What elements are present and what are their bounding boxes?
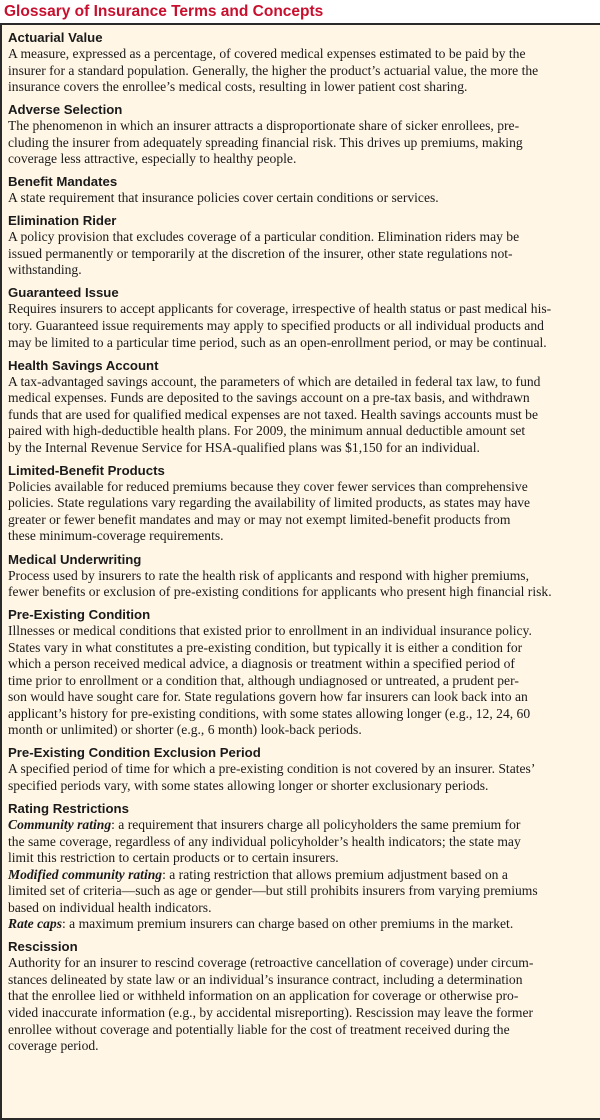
definition-line: enrollee without coverage and potentially liable for the cost of treatment received during the <box>8 1021 510 1037</box>
glossary-term: Elimination Rider <box>8 213 117 229</box>
definition-line: these minimum-coverage requirements. <box>8 528 224 544</box>
glossary-term: Limited-Benefit Products <box>8 462 165 478</box>
glossary-entry-actuarial-value <box>8 29 600 96</box>
definition-line: The phenomenon in which an insurer attracts a disproportionate share of sicker enrollees, pre- <box>8 118 520 134</box>
definition-line: by the Internal Revenue Service for HSA-qualified plans was $1,150 for an individual. <box>8 439 480 455</box>
definition-line: month or unlimited) or shorter (e.g., 6 month) look-back periods. <box>8 722 362 738</box>
definition-line: based on individual health indicators. <box>8 899 212 915</box>
definition-line: Requires insurers to accept applicants for coverage, irrespective of health status or past medical his- <box>8 301 552 317</box>
definition-line: insurer for a standard population. Generally, the higher the product’s actuarial value, the more the <box>8 62 539 78</box>
sub-term: Modified community rating <box>8 866 163 882</box>
definition-line: A tax-advantaged savings account, the parameters of which are detailed in federal tax law, to fund <box>8 373 541 389</box>
page-title: Glossary of Insurance Terms and Concepts <box>4 3 324 20</box>
glossary-definition <box>8 568 594 601</box>
definition-line: limit this restriction to certain products or to certain insurers. <box>8 850 339 866</box>
definition-line: medical expenses. Funds are deposited to the savings account on a pre-tax basis, and withdrawn <box>8 390 530 406</box>
glossary-term: Rating Restrictions <box>8 801 129 817</box>
definition-line: cluding the insurer from adequately spreading financial risk. This drives up premiums, making <box>8 134 523 150</box>
definition-line: coverage less attractive, especially to healthy people. <box>8 151 297 167</box>
definition-line: Policies available for reduced premiums because they cover fewer services than comprehensive <box>8 478 528 494</box>
glossary-term: Benefit Mandates <box>8 174 118 190</box>
definition-line: Authority for an insurer to rescind coverage (retroactive cancellation of coverage) under circum- <box>8 955 534 971</box>
glossary-definition <box>8 623 594 739</box>
sub-term-text: : a maximum premium insurers can charge based on other premiums in the market. <box>62 916 514 932</box>
glossary-term: Adverse Selection <box>8 102 123 118</box>
definition-line: tory. Guaranteed issue requirements may apply to specified products or all individual products and <box>8 318 544 334</box>
glossary-term: Pre-Existing Condition Exclusion Period <box>8 745 261 761</box>
glossary-entry-pre-existing-condition-exclusion-period <box>8 744 600 794</box>
definition-line: States vary in what constitutes a pre-existing condition, but typically it is either a condition for <box>8 639 523 655</box>
definition-line: that the enrollee lied or withheld information on an application for coverage or otherwise pro- <box>8 988 519 1004</box>
sub-term: Rate caps <box>8 916 62 932</box>
glossary-entry-adverse-selection <box>8 101 600 168</box>
glossary-entry-elimination-rider <box>8 212 600 279</box>
glossary-panel <box>0 23 600 1120</box>
sub-term-text: : a rating restriction that allows premium adjustment based on a <box>162 866 508 882</box>
glossary-definition <box>8 190 594 207</box>
definition-line: Illnesses or medical conditions that existed prior to enrollment in an individual insurance policy. <box>8 623 532 639</box>
glossary-definition <box>8 761 594 794</box>
glossary-term: Guaranteed Issue <box>8 285 119 301</box>
definition-line: withstanding. <box>8 262 82 278</box>
glossary-definition <box>8 46 594 96</box>
definition-line: specified periods vary, with some states allowing longer or shorter exclusionary periods. <box>8 778 489 793</box>
definition-line: A measure, expressed as a percentage, of covered medical expenses estimated to be paid by the <box>8 46 526 61</box>
glossary-entry-health-savings-account <box>8 357 600 457</box>
glossary-definition <box>8 118 594 168</box>
definition-line: A policy provision that excludes coverage of a particular condition. Elimination riders may be <box>8 229 520 245</box>
definition-line: greater or fewer benefit mandates and may or may not exempt limited-benefit products from <box>8 511 511 527</box>
definition-line: stances delineated by state law or an individual’s insurance contract, including a determination <box>8 971 523 987</box>
glossary-definition <box>8 955 594 1054</box>
definition-line: applicant’s history for pre-existing conditions, with some states allowing longer (e.g., 12, 24, 60 <box>8 705 531 721</box>
definition-line <box>8 916 594 933</box>
glossary-entry-limited-benefit-products <box>8 462 600 545</box>
definition-line: the same coverage, regardless of any individual policyholder’s health indicators; the state may <box>8 833 521 849</box>
glossary-definition <box>8 479 594 545</box>
definition-line: son would have sought care for. State regulations govern how far insurers can look back into an <box>8 689 528 705</box>
definition-line: A state requirement that insurance policies cover certain conditions or services. <box>8 190 439 206</box>
definition-line: paired with high-deductible health plans. For 2009, the minimum annual deductible amount set <box>8 423 526 439</box>
definition-line <box>8 867 594 884</box>
glossary-definition <box>8 374 594 457</box>
definition-line: time prior to enrollment or a condition that, although undiagnosed or untreated, a prudent per- <box>8 672 519 688</box>
glossary-entry-rating-restrictions <box>8 800 600 933</box>
glossary-entry-pre-existing-condition <box>8 606 600 739</box>
glossary-term: Actuarial Value <box>8 30 103 45</box>
definition-line: may be limited to a particular time period, such as an open-enrollment period, or may be continual. <box>8 334 547 350</box>
definition-line <box>8 817 594 834</box>
glossary-definition <box>8 229 594 279</box>
glossary-term: Pre-Existing Condition <box>8 607 151 623</box>
definition-line: fewer benefits or exclusion of pre-existing conditions for applicants who present high financial risk. <box>8 584 552 600</box>
glossary-entry-medical-underwriting <box>8 551 600 601</box>
definition-line: limited set of criteria—such as age or gender—but still prohibits insurers from varying premiums <box>8 883 538 899</box>
definition-line: which a person received medical advice, a diagnosis or treatment within a specified period of <box>8 656 515 672</box>
definition-line: vided inaccurate information (e.g., by accidental misreporting). Rescission may leave the former <box>8 1005 534 1021</box>
definition-line: funds that are used for qualified medical expenses are not taxed. Health savings accounts must be <box>8 406 538 422</box>
definition-line: A specified period of time for which a pre-existing condition is not covered by an insurer. States’ <box>8 761 536 777</box>
definition-line: Process used by insurers to rate the health risk of applicants and respond with higher premiums, <box>8 567 529 583</box>
glossary-definition <box>8 301 594 351</box>
glossary-definition <box>8 817 594 933</box>
glossary-entry-rescission <box>8 938 600 1054</box>
sub-term-text: : a requirement that insurers charge all policyholders the same premium for <box>111 817 521 833</box>
glossary-entry-benefit-mandates <box>8 173 600 207</box>
sub-term: Community rating <box>8 817 112 833</box>
definition-line: coverage period. <box>8 1038 99 1054</box>
glossary-term: Medical Underwriting <box>8 551 142 567</box>
glossary-term: Rescission <box>8 939 78 955</box>
definition-line: policies. State regulations vary regarding the availability of limited products, as states may have <box>8 495 531 511</box>
definition-line: issued permanently or temporarily at the discretion of the insurer, other state regulations not- <box>8 245 513 261</box>
glossary-entry-guaranteed-issue <box>8 284 600 351</box>
definition-line: insurance covers the enrollee’s medical costs, resulting in lower patient cost sharing. <box>8 79 468 95</box>
glossary-term: Health Savings Account <box>8 357 159 373</box>
